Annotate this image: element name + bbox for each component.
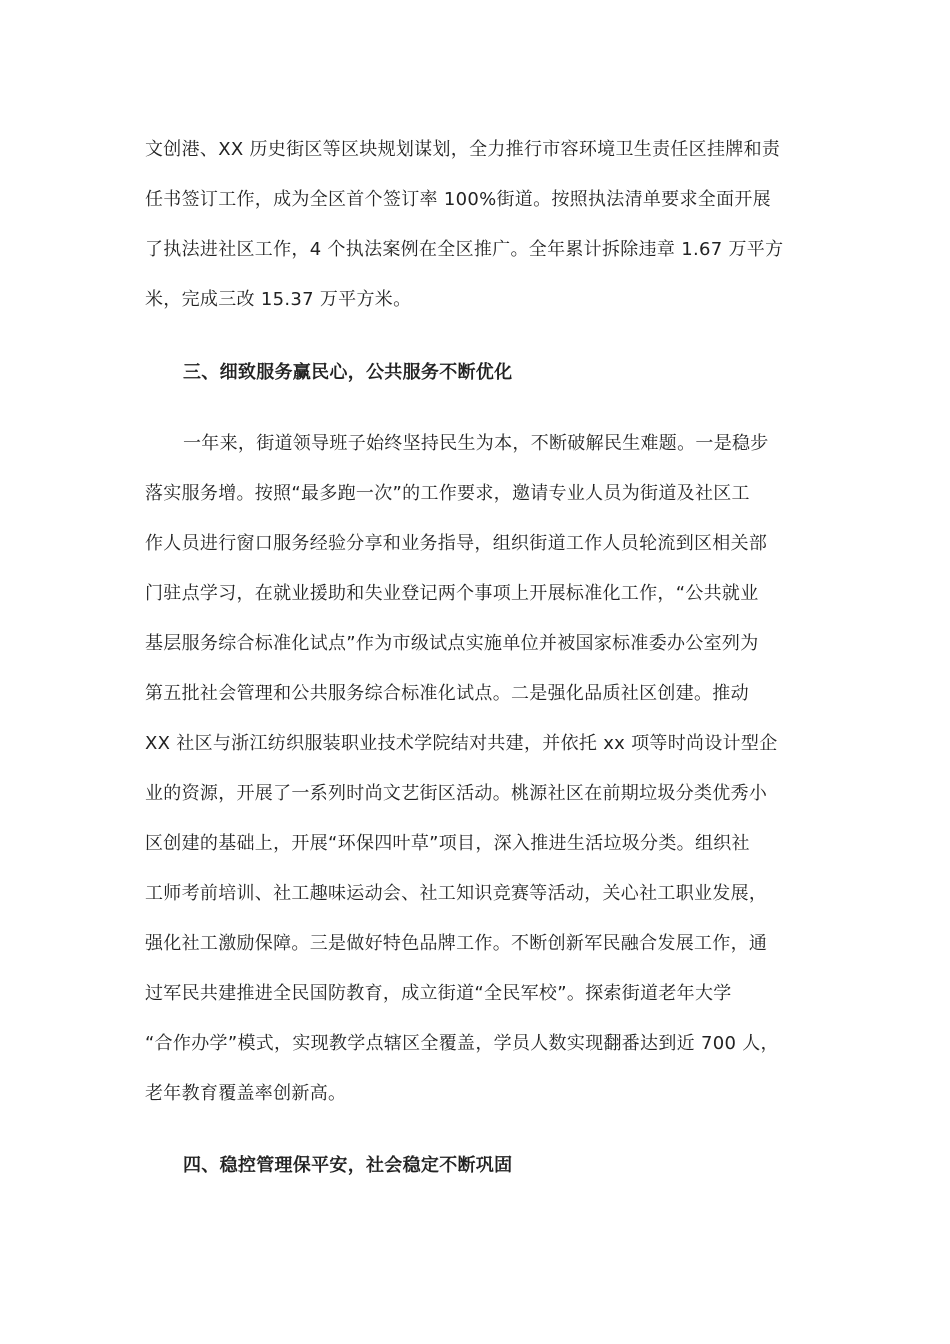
paragraph-1-line-3: 了执法进社区工作，4 个执法案例在全区推广。全年累计拆除违章 1.67 万平方 [145, 239, 784, 260]
paragraph-2-line-2: 落实服务增。按照“最多跑一次”的工作要求，邀请专业人员为街道及社区工 [145, 483, 750, 504]
paragraph-2-line-1: 一年来，街道领导班子始终坚持民生为本，不断破解民生难题。一是稳步 [183, 433, 769, 454]
paragraph-2-line-4: 门驻点学习，在就业援助和失业登记两个事项上开展标准化工作，“公共就业 [145, 583, 759, 604]
paragraph-2-line-8: 业的资源，开展了一系列时尚文艺街区活动。桃源社区在前期垃圾分类优秀小 [145, 783, 768, 804]
paragraph-2-line-12: 过军民共建推进全民国防教育，成立街道“全民军校”。探索街道老年大学 [145, 983, 732, 1004]
paragraph-2-line-11: 强化社工激励保障。三是做好特色品牌工作。不断创新军民融合发展工作，通 [145, 933, 768, 954]
paragraph-2-line-3: 作人员进行窗口服务经验分享和业务指导，组织街道工作人员轮流到区相关部 [145, 533, 768, 554]
section-heading-3: 三、细致服务赢民心，公共服务不断优化 [183, 362, 513, 383]
paragraph-2-line-14: 老年教育覆盖率创新高。 [145, 1083, 347, 1104]
paragraph-1-line-4: 米，完成三改 15.37 万平方米。 [145, 289, 412, 310]
paragraph-2-line-9: 区创建的基础上，开展“环保四叶草”项目，深入推进生活垃圾分类。组织社 [145, 833, 750, 854]
paragraph-1-line-1: 文创港、XX 历史街区等区块规划谋划，全力推行市容环境卫生责任区挂牌和责 [145, 139, 781, 160]
paragraph-1-line-2: 任书签订工作，成为全区首个签订率 100%街道。按照执法清单要求全面开展 [145, 189, 771, 210]
paragraph-2-line-10: 工师考前培训、社工趣味运动会、社工知识竞赛等活动，关心社工职业发展， [145, 883, 768, 904]
paragraph-2-line-7: XX 社区与浙江纺织服装职业技术学院结对共建，并依托 xx 项等时尚设计型企 [145, 733, 778, 754]
paragraph-2-line-6: 第五批社会管理和公共服务综合标准化试点。二是强化品质社区创建。推动 [145, 683, 749, 704]
paragraph-2-line-5: 基层服务综合标准化试点”作为市级试点实施单位并被国家标准委办公室列为 [145, 633, 759, 654]
paragraph-2-line-13: “合作办学”模式，实现教学点辖区全覆盖，学员人数实现翻番达到近 700 人， [145, 1033, 779, 1054]
section-heading-4: 四、稳控管理保平安，社会稳定不断巩固 [183, 1155, 513, 1176]
